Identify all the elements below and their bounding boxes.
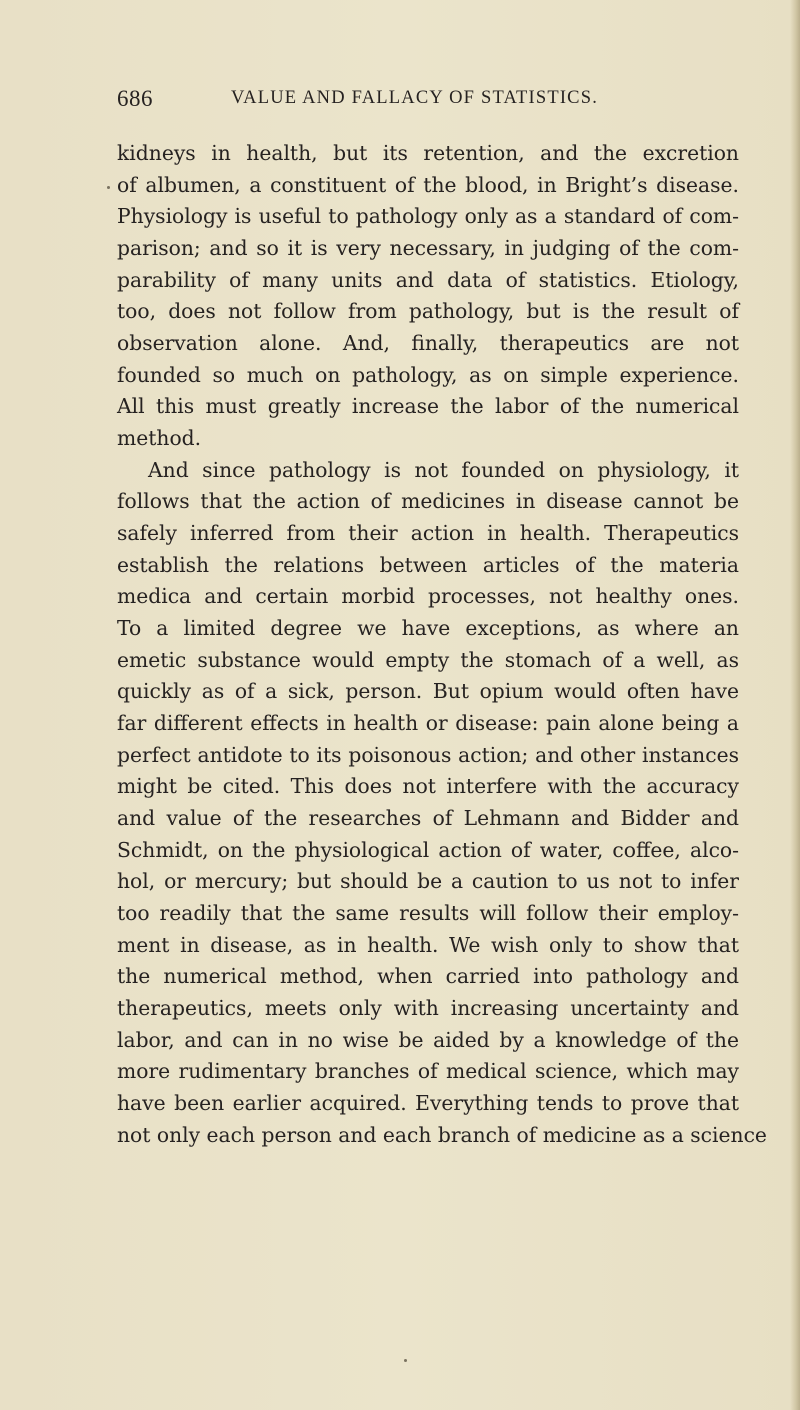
- text-line: and value of the researches of Lehmann and Bidder and: [117, 806, 739, 831]
- page-header: [117, 86, 737, 116]
- text-line: the numerical method, when carried into pathology and: [117, 964, 739, 989]
- body-text: [117, 138, 767, 1152]
- text-line: parison; and so it is very necessary, in judging of the com-: [117, 236, 739, 261]
- paper-speck: [107, 186, 110, 189]
- page-edge-shadow: [790, 0, 800, 1410]
- text-line: kidneys in health, but its retention, and the excretion: [117, 141, 739, 165]
- text-line-paragraph-end: method.: [117, 426, 202, 451]
- text-line: establish the relations between articles of the materia: [117, 552, 739, 577]
- text-line: too readily that the same results will follow their employ-: [117, 901, 739, 926]
- text-line: Physiology is useful to pathology only as a standard of com-: [117, 204, 739, 229]
- text-line: therapeutics, meets only with increasing uncertainty and: [117, 996, 739, 1021]
- text-line: emetic substance would empty the stomach of a well, as: [117, 647, 739, 672]
- page-number: 686: [117, 86, 153, 111]
- paper-speck: [404, 1359, 407, 1362]
- text-line: not only each person and each branch of medicine as a science: [117, 1122, 767, 1147]
- text-line: To a limited degree we have exceptions, as where an: [117, 616, 739, 641]
- text-line: perfect antidote to its poisonous action; and other instances: [117, 742, 739, 767]
- running-head: VALUE AND FALLACY OF STATISTICS.: [231, 88, 599, 108]
- text-line: observation alone. And, finally, therapeutics are not: [117, 331, 739, 356]
- text-line-paragraph-start: And since pathology is not founded on physiology, it: [148, 457, 739, 482]
- text-line: All this must greatly increase the labor of the numerical: [117, 394, 739, 419]
- text-line: follows that the action of medicines in disease cannot be: [117, 489, 739, 514]
- text-line: safely inferred from their action in health. Therapeutics: [117, 521, 739, 546]
- text-line: hol, or mercury; but should be a caution to us not to infer: [117, 869, 739, 894]
- text-line: Schmidt, on the physiological action of water, coffee, alco-: [117, 837, 739, 862]
- text-line: ment in disease, as in health. We wish only to show that: [117, 932, 739, 957]
- text-line: might be cited. This does not interfere with the accuracy: [117, 774, 739, 799]
- text-line: too, does not follow from pathology, but is the result of: [117, 299, 739, 324]
- text-line: quickly as of a sick, person. But opium would often have: [117, 679, 739, 704]
- text-line: of albumen, a constituent of the blood, in Bright’s disease.: [117, 172, 739, 197]
- text-line: founded so much on pathology, as on simple experience.: [117, 362, 739, 387]
- text-line: more rudimentary branches of medical science, which may: [117, 1059, 739, 1084]
- text-line: medica and certain morbid processes, not healthy ones.: [117, 584, 739, 609]
- text-line: parability of many units and data of statistics. Etiology,: [117, 267, 739, 292]
- text-line: far different effects in health or disease: pain alone being a: [117, 711, 739, 736]
- text-line: labor, and can in no wise be aided by a knowledge of the: [117, 1027, 739, 1052]
- text-line: have been earlier acquired. Everything tends to prove that: [117, 1091, 739, 1116]
